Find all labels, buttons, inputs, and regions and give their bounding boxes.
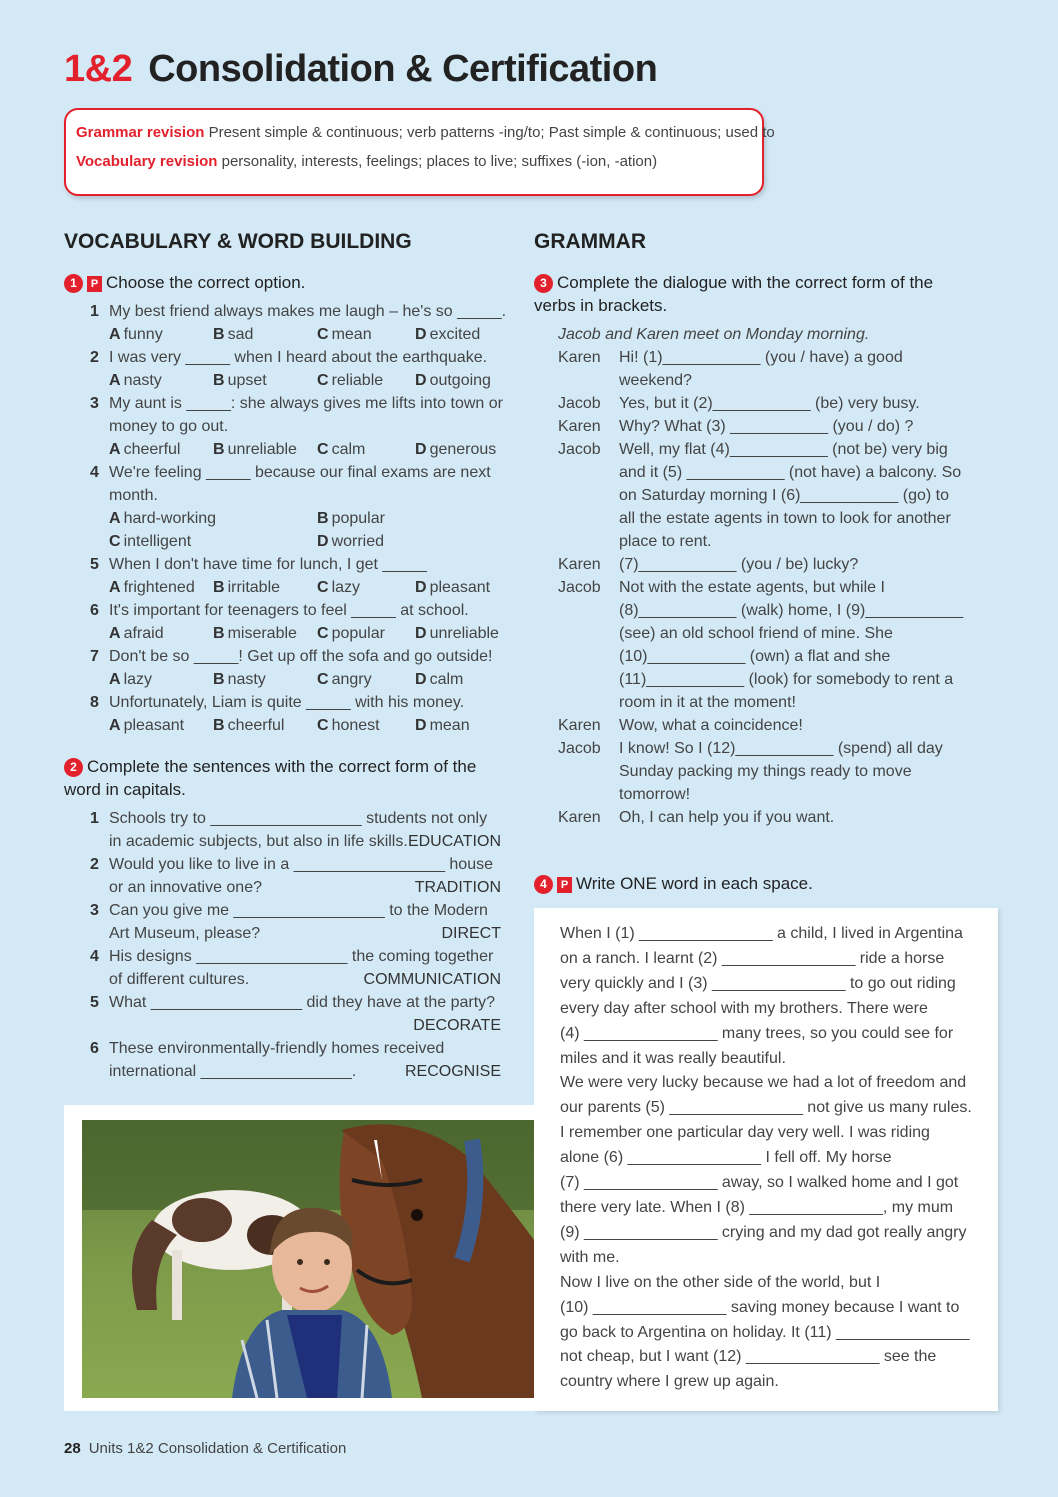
question-line: in academic subjects, but also in life skills. (109, 833, 408, 850)
photo-boy-with-horse-icon (82, 1120, 534, 1398)
unit-number: 1&2 (64, 48, 133, 90)
option (213, 668, 266, 691)
page-number: 28 (64, 1440, 81, 1457)
question-text: My best friend always makes me laugh – he's so _____. (109, 303, 507, 320)
question-text: My aunt is _____: she always gives me lifts into town or money to go out. (109, 395, 503, 435)
question-number: 2 (90, 349, 99, 366)
options-row (109, 369, 509, 392)
ex2-question (90, 991, 501, 1037)
option-letter: B (213, 671, 225, 688)
dialogue-line (558, 576, 968, 714)
dialogue-line (558, 806, 968, 829)
ex2-question (90, 807, 501, 853)
grammar-revision-label: Grammar revision (76, 124, 205, 141)
grammar-revision (76, 124, 775, 141)
speaker-name: Karen (558, 809, 601, 826)
option (317, 714, 380, 737)
text-line: Now I live on the other side of the world, but I (560, 1273, 881, 1291)
option-word: generous (429, 441, 497, 458)
speaker-name: Jacob (558, 579, 601, 596)
option (213, 576, 280, 599)
vocab-revision-label: Vocabulary revision (76, 153, 218, 170)
footer (64, 1440, 346, 1457)
option-letter: A (109, 717, 121, 734)
option (317, 507, 385, 530)
option-word: hard-working (123, 510, 217, 527)
option-letter: D (415, 326, 427, 343)
text-line: I remember one particular day very well. I was riding (560, 1124, 930, 1142)
ex1-heading (64, 271, 504, 294)
option (317, 438, 365, 461)
option (109, 438, 180, 461)
option-letter: C (317, 372, 329, 389)
text-line: (10) _______________ saving money because I want to (560, 1298, 960, 1316)
ex3-number: 3 (534, 274, 553, 293)
question-number: 4 (90, 464, 99, 481)
speaker-name: Jacob (558, 740, 601, 757)
footer-text: Units 1&2 Consolidation & Certification (88, 1440, 347, 1457)
question-line-2 (109, 1014, 501, 1037)
option-letter: D (415, 579, 427, 596)
question-text: Don't be so _____! Get up off the sofa and go outside! (109, 648, 493, 665)
option (415, 576, 490, 599)
option (317, 323, 372, 346)
option-word: reliable (331, 372, 384, 389)
speaker-name: Karen (558, 556, 601, 573)
option-word: mean (429, 717, 470, 734)
question-number: 1 (90, 810, 99, 827)
capital-word: RECOGNISE (404, 1063, 501, 1080)
option-letter: C (317, 441, 329, 458)
option-word: calm (331, 441, 366, 458)
option-word: angry (331, 671, 372, 688)
option-word: calm (429, 671, 464, 688)
speaker-name: Karen (558, 349, 601, 366)
ex1-number: 1 (64, 274, 83, 293)
option-word: unreliable (429, 625, 499, 642)
dialogue-line (558, 346, 968, 392)
option-letter: A (109, 671, 121, 688)
option-letter: C (317, 326, 329, 343)
option-letter: A (109, 326, 121, 343)
dialogue-text: Why? What (3) ___________ (you / do) ? (619, 418, 914, 435)
option-word: upset (227, 372, 267, 389)
text-line: not cheap, but I want (12) _______________ see the (560, 1348, 937, 1366)
text-line: our parents (5) _______________ not give us many rules. (560, 1099, 972, 1117)
option-letter: B (213, 372, 225, 389)
question-number: 2 (90, 856, 99, 873)
option (109, 507, 216, 530)
question-number: 1 (90, 303, 99, 320)
option-letter: C (317, 717, 329, 734)
dialogue-text: (7)___________ (you / be) lucky? (619, 556, 859, 573)
option (213, 622, 297, 645)
option-letter: D (415, 717, 427, 734)
question-number: 3 (90, 395, 99, 412)
ex4-instruction: Write ONE word in each space. (576, 874, 813, 893)
dialogue-text: Not with the estate agents, but while I (8)___________ (walk) home, I (9)___________ (see) an old school friend of mine. She (10)___________ (own) a flat and she (11)___________ (look) for somebody to rent a room in it at the moment! (619, 579, 964, 711)
option-word: nasty (227, 671, 266, 688)
option (213, 714, 284, 737)
ex2-number: 2 (64, 758, 83, 777)
option-letter: C (109, 533, 121, 550)
option-word: pleasant (429, 579, 491, 596)
options-row (109, 507, 509, 530)
text-line: with me. (560, 1248, 620, 1266)
capital-word: DIRECT (441, 925, 501, 942)
question-line: Schools try to _________________ students not only (109, 810, 488, 827)
option-word: unreliable (227, 441, 297, 458)
ex1-question (90, 691, 509, 737)
option-word: afraid (123, 625, 164, 642)
dialogue-line (558, 438, 968, 553)
ex2-items (90, 807, 501, 1083)
options-row (109, 576, 509, 599)
vocab-revision (76, 153, 762, 170)
ex1-question (90, 645, 509, 691)
option (213, 323, 253, 346)
option (415, 622, 499, 645)
question-line: What _________________ did they have at the party? (109, 994, 496, 1011)
option (109, 576, 195, 599)
vocab-heading: VOCABULARY & WORD BUILDING (64, 230, 412, 253)
question-number: 4 (90, 948, 99, 965)
ex1-question (90, 461, 509, 553)
speaker-name: Karen (558, 418, 601, 435)
dialogue-text: Yes, but it (2)___________ (be) very busy. (619, 395, 920, 412)
option (317, 530, 384, 553)
ex1-items (90, 300, 509, 737)
question-text: It's important for teenagers to feel _____ at school. (109, 602, 469, 619)
ex4-heading (534, 872, 964, 895)
option-letter: B (213, 326, 225, 343)
question-text: Unfortunately, Liam is quite _____ with his money. (109, 694, 465, 711)
text-line: (4) _______________ many trees, so you could see for (560, 1024, 954, 1042)
question-number: 3 (90, 902, 99, 919)
option (109, 530, 191, 553)
options-row (109, 323, 509, 346)
option-word: excited (429, 326, 481, 343)
question-line-2 (109, 1060, 501, 1083)
question-line: His designs _________________ the coming together (109, 948, 494, 965)
speaker-name: Karen (558, 717, 601, 734)
text-line: (9) _______________ crying and my dad got really angry (560, 1223, 967, 1241)
question-line: Art Museum, please? (109, 925, 261, 942)
capital-word: TRADITION (414, 879, 501, 896)
question-line: Can you give me _________________ to the Modern (109, 902, 488, 919)
text-line: go back to Argentina on holiday. It (11) _______________ (560, 1323, 970, 1341)
dialogue-line (558, 714, 968, 737)
text-line: When I (1) _______________ a child, I lived in Argentina (560, 925, 963, 942)
option-letter: D (415, 671, 427, 688)
option-letter: A (109, 441, 121, 458)
ex1-question (90, 346, 509, 392)
option-word: frightened (123, 579, 195, 596)
option (317, 576, 360, 599)
option-word: mean (331, 326, 372, 343)
option (415, 323, 480, 346)
ex3-instruction: Complete the dialogue with the correct form of the verbs in brackets. (534, 273, 934, 315)
ex1-question (90, 599, 509, 645)
ex1-question (90, 300, 509, 346)
options-row (109, 438, 509, 461)
option-word: miserable (227, 625, 297, 642)
text-line: We were very lucky because we had a lot of freedom and (560, 1074, 967, 1092)
ex1-question (90, 392, 509, 461)
ex4-text-box (534, 908, 998, 1411)
question-line-2 (109, 968, 501, 991)
dialogue-text: Hi! (1)___________ (you / have) a good weekend? (619, 349, 903, 389)
option-word: popular (331, 510, 385, 527)
option (317, 622, 385, 645)
option (415, 714, 470, 737)
option (415, 668, 463, 691)
option (213, 438, 297, 461)
option-letter: B (317, 510, 329, 527)
option (109, 714, 184, 737)
grammar-heading: GRAMMAR (534, 230, 646, 253)
option-letter: B (213, 579, 225, 596)
option-letter: A (109, 510, 121, 527)
ex2-question (90, 899, 501, 945)
option-letter: B (213, 625, 225, 642)
option-word: irritable (227, 579, 281, 596)
option (109, 323, 163, 346)
options-row (109, 530, 509, 553)
option-word: nasty (123, 372, 162, 389)
question-number: 6 (90, 602, 99, 619)
option-word: popular (331, 625, 385, 642)
text-line: very quickly and I (3) _______________ to go out riding (560, 974, 956, 992)
question-line-2 (109, 922, 501, 945)
text-line: every day after school with my brothers. There were (560, 999, 928, 1017)
capital-word: COMMUNICATION (363, 971, 501, 988)
option-letter: B (213, 717, 225, 734)
option-letter: A (109, 579, 121, 596)
option-letter: B (213, 441, 225, 458)
ex2-heading (64, 755, 504, 801)
ex2-instruction: Complete the sentences with the correct form of the word in capitals. (64, 757, 477, 799)
text-line: (7) _______________ away, so I walked home and I got (560, 1174, 959, 1192)
text-line: miles and it was really beautiful. (560, 1049, 786, 1067)
ex4-number: 4 (534, 875, 553, 894)
option-word: pleasant (123, 717, 185, 734)
question-text: When I don't have time for lunch, I get _____ (109, 556, 427, 573)
option-letter: A (109, 372, 121, 389)
ex2-question (90, 945, 501, 991)
capital-word: EDUCATION (407, 833, 501, 850)
option (415, 369, 491, 392)
capital-word: DECORATE (413, 1017, 501, 1034)
option-word: outgoing (429, 372, 491, 389)
option (317, 369, 383, 392)
question-line: international _________________. (109, 1063, 357, 1080)
option-word: intelligent (123, 533, 192, 550)
question-number: 7 (90, 648, 99, 665)
question-number: 6 (90, 1040, 99, 1057)
option-letter: C (317, 625, 329, 642)
dialogue-text: Wow, what a coincidence! (619, 717, 803, 734)
ex4-p-icon: P (557, 877, 572, 893)
option-word: cheerful (227, 717, 285, 734)
option-word: lazy (123, 671, 153, 688)
dialogue-line (558, 415, 968, 438)
text-line: there very late. When I (8) _______________, my mum (560, 1198, 954, 1216)
text-line: alone (6) _______________ I fell off. My horse (560, 1149, 892, 1167)
option-letter: C (317, 579, 329, 596)
text-line: on a ranch. I learnt (2) _______________ ride a horse (560, 949, 945, 967)
question-text: We're feeling _____ because our final exams are next month. (109, 464, 491, 504)
question-number: 5 (90, 994, 99, 1011)
options-row (109, 714, 509, 737)
option-letter: D (415, 625, 427, 642)
ex1-instruction: Choose the correct option. (106, 273, 306, 292)
ex2-question (90, 853, 501, 899)
option (109, 622, 164, 645)
question-line: Would you like to live in a _________________ house (109, 856, 493, 873)
option (213, 369, 267, 392)
question-line: or an innovative one? (109, 879, 262, 896)
question-text: I was very _____ when I heard about the earthquake. (109, 349, 488, 366)
dialogue-line (558, 737, 968, 806)
dialogue-text: Oh, I can help you if you want. (619, 809, 835, 826)
speaker-name: Jacob (558, 395, 601, 412)
option-word: honest (331, 717, 380, 734)
question-line-2 (109, 830, 501, 853)
option-letter: D (317, 533, 329, 550)
option (109, 369, 162, 392)
option-letter: C (317, 671, 329, 688)
option-letter: D (415, 372, 427, 389)
option-word: lazy (331, 579, 361, 596)
text-line: country where I grew up again. (560, 1373, 779, 1391)
option (415, 438, 496, 461)
option (317, 668, 372, 691)
question-number: 8 (90, 694, 99, 711)
ex3-dialogue (558, 346, 968, 829)
ex2-question (90, 1037, 501, 1083)
question-line: These environmentally-friendly homes received (109, 1040, 445, 1057)
option-letter: D (415, 441, 427, 458)
option-word: cheerful (123, 441, 181, 458)
vocab-revision-text: personality, interests, feelings; places to live; suffixes (-ion, -ation) (221, 153, 658, 170)
options-row (109, 622, 509, 645)
question-number: 5 (90, 556, 99, 573)
option-word: sad (227, 326, 254, 343)
option-word: funny (123, 326, 163, 343)
title-text: Consolidation & Certification (148, 48, 658, 90)
dialogue-text: I know! So I (12)___________ (spend) all day Sunday packing my things ready to move tomorrow! (619, 740, 943, 803)
ex1-question (90, 553, 509, 599)
dialogue-line (558, 392, 968, 415)
ex1-p-icon: P (87, 276, 102, 292)
option-letter: A (109, 625, 121, 642)
ex3-intro: Jacob and Karen meet on Monday morning. (558, 326, 870, 343)
dialogue-line (558, 553, 968, 576)
dialogue-text: Well, my flat (4)___________ (not be) very big and it (5) ___________ (not have) a balcony. So on Saturday morning I (6)___________ (go) to all the estate agents in town to look for another place to rent. (619, 441, 962, 550)
option-word: worried (331, 533, 385, 550)
grammar-revision-text: Present simple & continuous; verb patterns -ing/to; Past simple & continuous; used to (208, 124, 775, 141)
ex3-heading (534, 271, 964, 317)
option (109, 668, 152, 691)
page-title (64, 48, 657, 91)
question-line-2 (109, 876, 501, 899)
revision-box (64, 108, 775, 196)
options-row (109, 668, 509, 691)
speaker-name: Jacob (558, 441, 601, 458)
question-line: of different cultures. (109, 971, 250, 988)
